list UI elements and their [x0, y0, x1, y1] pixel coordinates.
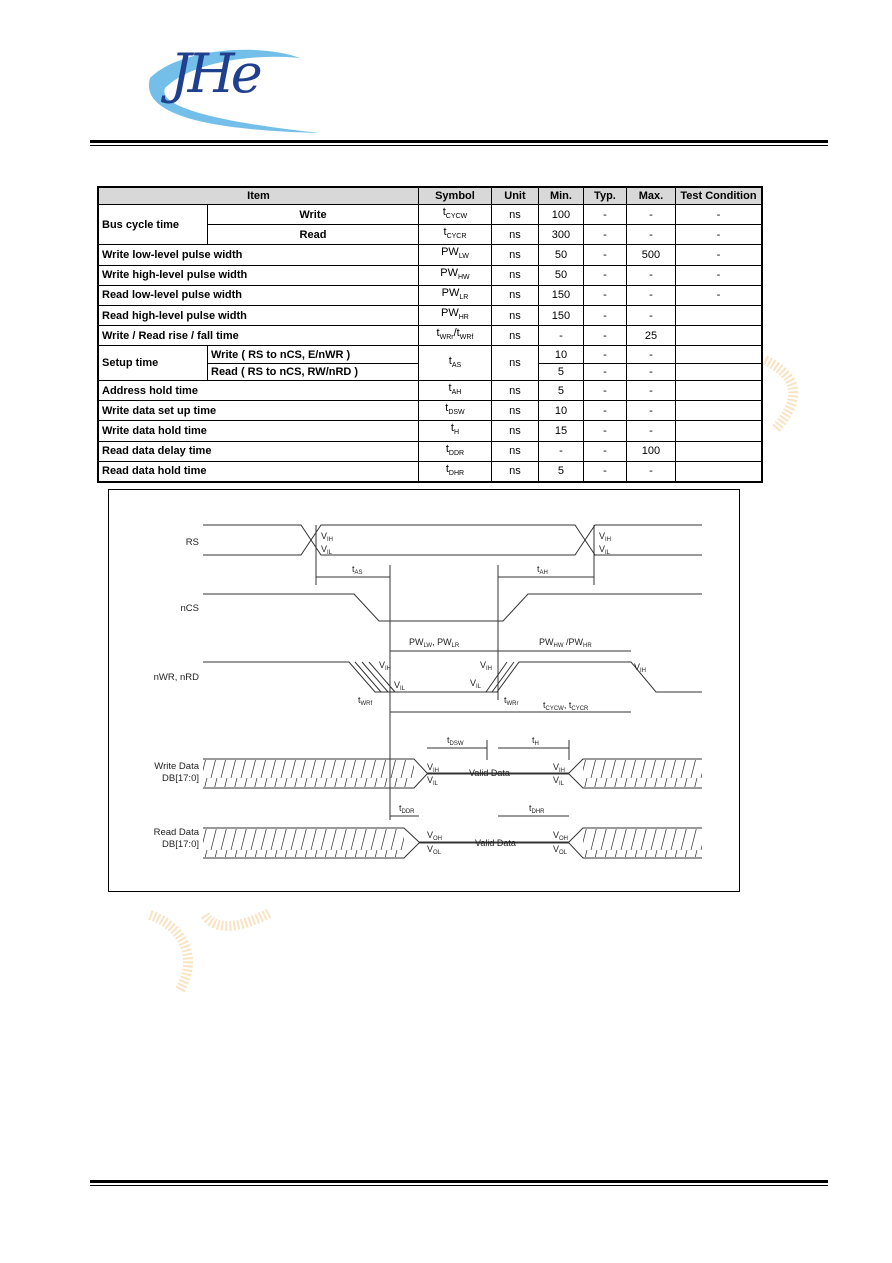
cell-item: Bus cycle time — [98, 205, 208, 245]
cell-cond — [675, 326, 762, 346]
timing-diagram-svg — [109, 490, 741, 893]
cell-unit: ns — [491, 381, 538, 401]
cell-typ: - — [583, 326, 626, 346]
cell-min: - — [538, 326, 583, 346]
cell-cond — [675, 441, 762, 461]
cell-max: - — [626, 205, 675, 225]
cell-min: 10 — [538, 346, 583, 363]
cell-symbol: $t_{DSW}$ — [418, 401, 491, 421]
table-row — [98, 305, 762, 325]
label-twrr: $t_{WRr}$ — [504, 695, 519, 707]
cell-typ: - — [583, 225, 626, 245]
cell-max: - — [626, 401, 675, 421]
label-vil: $V_{IL}$ — [470, 678, 482, 690]
cell-item: Setup time — [98, 346, 208, 381]
cell-item: Read data hold time — [98, 461, 418, 482]
label-vih: $V_{IH}$ — [599, 531, 612, 543]
table-row — [98, 401, 762, 421]
cell-min: 150 — [538, 285, 583, 305]
label-voh: $V_{OH}$ — [427, 830, 443, 842]
table-row — [98, 461, 762, 482]
cell-cond: - — [675, 245, 762, 265]
label-vil: $V_{IL}$ — [553, 775, 565, 787]
cell-symbol: $t_H$ — [418, 421, 491, 441]
valid-data-read: Valid Data — [475, 838, 516, 848]
cell-typ: - — [583, 305, 626, 325]
cell-min: 5 — [538, 363, 583, 380]
cell-typ: - — [583, 205, 626, 225]
cell-symbol: $t_{DDR}$ — [418, 441, 491, 461]
cell-min: 300 — [538, 225, 583, 245]
cell-unit: ns — [491, 225, 538, 245]
label-tas: $t_{AS}$ — [352, 564, 363, 576]
cell-item: Address hold time — [98, 381, 418, 401]
cell-cond — [675, 401, 762, 421]
label-vil: $V_{IL}$ — [321, 544, 333, 556]
wdata-invalid-right — [583, 760, 702, 787]
label-tddr: $t_{DDR}$ — [399, 803, 415, 815]
nwr-wave — [203, 662, 702, 692]
col-header-max: Max. — [626, 187, 675, 205]
cell-unit: ns — [491, 285, 538, 305]
cell-typ: - — [583, 285, 626, 305]
cell-unit: ns — [491, 346, 538, 381]
cell-symbol: $PW_{HR}$ — [418, 305, 491, 325]
table-row — [98, 265, 762, 285]
rdata-invalid-right — [583, 829, 702, 857]
signal-label-nwr: nWR, nRD — [153, 672, 199, 683]
label-vih: $V_{IH}$ — [427, 762, 440, 774]
table-row — [98, 326, 762, 346]
cell-min: 50 — [538, 265, 583, 285]
table-row — [98, 441, 762, 461]
cell-cond — [675, 363, 762, 380]
cell-unit: ns — [491, 205, 538, 225]
watermark-right — [755, 355, 815, 435]
cell-unit: ns — [491, 441, 538, 461]
cell-max: - — [626, 346, 675, 363]
cell-cond: - — [675, 265, 762, 285]
header-rule-thin — [90, 145, 828, 146]
table-row — [98, 245, 762, 265]
col-header-symbol: Symbol — [418, 187, 491, 205]
cell-unit: ns — [491, 401, 538, 421]
nwr-edge-d — [492, 662, 514, 692]
cell-symbol: $t_{CYCR}$ — [418, 225, 491, 245]
label-tdhr: $t_{DHR}$ — [529, 803, 545, 815]
timing-table — [97, 186, 763, 483]
table-row — [98, 421, 762, 441]
cell-item: Read low-level pulse width — [98, 285, 418, 305]
cell-symbol: $t_{AH}$ — [418, 381, 491, 401]
label-voh: $V_{OH}$ — [553, 830, 569, 842]
table-row — [98, 346, 762, 363]
cell-unit: ns — [491, 461, 538, 482]
cell-item: Write low-level pulse width — [98, 245, 418, 265]
wdata-invalid-left — [203, 760, 414, 787]
logo-text: JHe — [170, 42, 259, 105]
cell-typ: - — [583, 461, 626, 482]
cell-symbol: $t_{CYCW}$ — [418, 205, 491, 225]
label-tdsw: $t_{DSW}$ — [447, 735, 464, 747]
cell-symbol: $t_{DHR}$ — [418, 461, 491, 482]
cell-min: 5 — [538, 461, 583, 482]
cell-typ: - — [583, 265, 626, 285]
col-header-item: Item — [98, 187, 418, 205]
cell-min: 10 — [538, 401, 583, 421]
rs-high-wave — [203, 525, 702, 555]
cell-max: 100 — [626, 441, 675, 461]
cell-min: 150 — [538, 305, 583, 325]
cell-cond: - — [675, 225, 762, 245]
cell-max: - — [626, 421, 675, 441]
cell-min: 100 — [538, 205, 583, 225]
cell-max: 25 — [626, 326, 675, 346]
cell-sub: Write — [208, 205, 419, 225]
label-vol: $V_{OL}$ — [553, 844, 568, 856]
cell-cond: - — [675, 205, 762, 225]
label-vil: $V_{IL}$ — [599, 544, 611, 556]
cell-max: 500 — [626, 245, 675, 265]
cell-min: - — [538, 441, 583, 461]
watermark-left — [140, 905, 290, 1000]
table-row — [98, 285, 762, 305]
cell-typ: - — [583, 381, 626, 401]
timing-diagram — [108, 489, 740, 892]
nwr-edge-a — [355, 662, 381, 692]
label-vih: $V_{IH}$ — [480, 660, 493, 672]
cell-symbol: $PW_{HW}$ — [418, 265, 491, 285]
cell-cond — [675, 381, 762, 401]
cell-item: Write / Read rise / fall time — [98, 326, 418, 346]
cell-unit: ns — [491, 265, 538, 285]
rdata-invalid-left — [203, 829, 404, 857]
cell-symbol: $PW_{LW}$ — [418, 245, 491, 265]
cell-max: - — [626, 363, 675, 380]
label-pwh: $PW_{HW}$ $/PW_{HR}$ — [539, 637, 592, 649]
signal-label-ncs: nCS — [180, 603, 199, 614]
col-header-test-condition: Test Condition — [675, 187, 762, 205]
cell-item: Write data hold time — [98, 421, 418, 441]
col-header-typ: Typ. — [583, 187, 626, 205]
cell-symbol: $t_{AS}$ — [418, 346, 491, 381]
signal-label-rs: RS — [185, 537, 199, 548]
label-pwl: $PW_{LW}$, $PW_{LR}$ — [409, 637, 460, 649]
cell-cond: - — [675, 285, 762, 305]
cell-typ: - — [583, 441, 626, 461]
cell-cond — [675, 305, 762, 325]
cell-unit: ns — [491, 305, 538, 325]
table-row — [98, 205, 762, 225]
label-tcyc: $t_{CYCW}$, $t_{CYCR}$ — [543, 700, 589, 712]
label-vih: $V_{IH}$ — [321, 531, 334, 543]
footer-rule — [90, 1180, 828, 1183]
cell-cond — [675, 421, 762, 441]
col-header-min: Min. — [538, 187, 583, 205]
label-twrf: $t_{WRf}$ — [358, 695, 373, 707]
cell-min: 15 — [538, 421, 583, 441]
label-vih: $V_{IH}$ — [634, 662, 647, 674]
footer-rule-thin — [90, 1185, 828, 1186]
label-vih: $V_{IH}$ — [553, 762, 566, 774]
cell-cond — [675, 461, 762, 482]
label-vol: $V_{OL}$ — [427, 844, 442, 856]
cell-unit: ns — [491, 326, 538, 346]
cell-symbol: $t_{WRr}/t_{WRf}$ — [418, 326, 491, 346]
cell-typ: - — [583, 401, 626, 421]
cell-typ: - — [583, 363, 626, 380]
label-vil: $V_{IL}$ — [427, 775, 439, 787]
table-row — [98, 381, 762, 401]
cell-cond — [675, 346, 762, 363]
cell-item: Read data delay time — [98, 441, 418, 461]
cell-min: 50 — [538, 245, 583, 265]
cell-max: - — [626, 381, 675, 401]
valid-data-write: Valid Data — [469, 768, 510, 778]
cell-typ: - — [583, 346, 626, 363]
rs-low-wave — [203, 525, 702, 555]
cell-symbol: $PW_{LR}$ — [418, 285, 491, 305]
cell-item: Read high-level pulse width — [98, 305, 418, 325]
label-vih: $V_{IH}$ — [379, 660, 392, 672]
cell-sub: Write ( RS to nCS, E/nWR ) — [208, 346, 419, 363]
cell-sub: Read ( RS to nCS, RW/nRD ) — [208, 363, 419, 380]
cell-unit: ns — [491, 421, 538, 441]
cell-unit: ns — [491, 245, 538, 265]
cell-typ: - — [583, 421, 626, 441]
cell-max: - — [626, 461, 675, 482]
cell-typ: - — [583, 245, 626, 265]
cell-sub: Read — [208, 225, 419, 245]
signal-label-wdata-bus: DB[17:0] — [162, 773, 199, 784]
cell-max: - — [626, 265, 675, 285]
label-tah: $t_{AH}$ — [537, 564, 548, 576]
cell-item: Write data set up time — [98, 401, 418, 421]
header-rule — [90, 140, 828, 143]
signal-label-rdata: Read Data — [153, 827, 199, 838]
ncs-wave — [203, 594, 702, 621]
label-th: $t_H$ — [532, 735, 539, 747]
cell-item: Write high-level pulse width — [98, 265, 418, 285]
cell-max: - — [626, 285, 675, 305]
cell-max: - — [626, 305, 675, 325]
col-header-unit: Unit — [491, 187, 538, 205]
cell-min: 5 — [538, 381, 583, 401]
signal-label-rdata-bus: DB[17:0] — [162, 839, 199, 850]
table-header-row — [98, 187, 762, 205]
signal-label-wdata: Write Data — [154, 761, 199, 772]
cell-max: - — [626, 225, 675, 245]
label-vil: $V_{IL}$ — [394, 680, 406, 692]
